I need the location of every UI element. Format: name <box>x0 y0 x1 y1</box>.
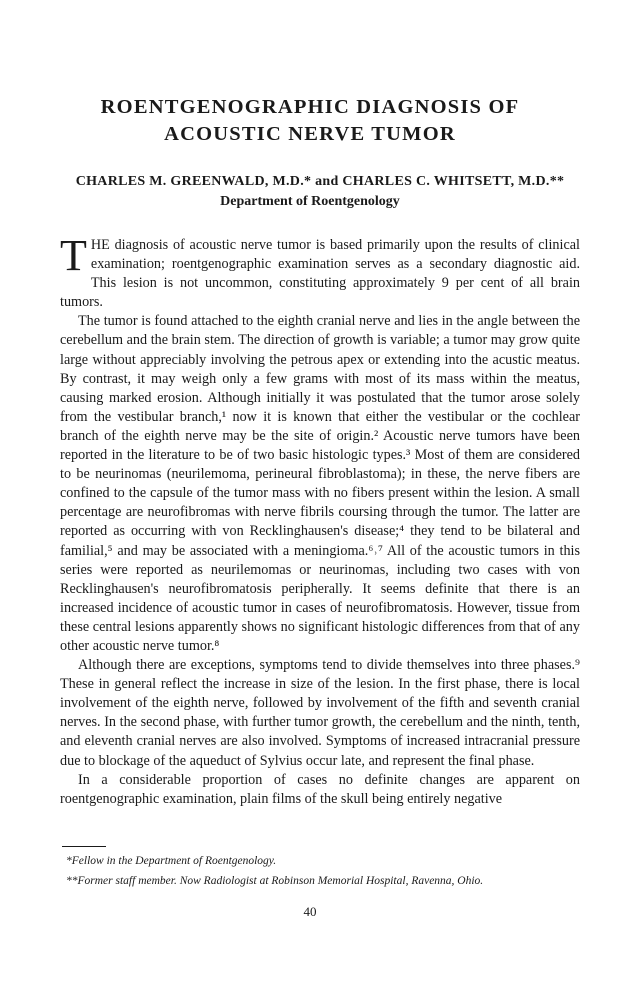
paragraph-2: The tumor is found attached to the eighth cranial nerve and lies in the angle between the cerebellum and the brain stem. The direction of growth is variable; a tumor may grow quite large without appreciably involving the petrous apex or extending into the acustic meatus. By contrast, it may weigh only a few grams with most of its mass within the meatus, causing marked erosion. Although initially it was postulated that the tumor arose solely from the vestibular branch,¹ now it is known that either the vestibular or the cochlear branch of the eighth nerve may be the site of origin.² Acoustic nerve tumors have been reported in the literature to be of two basic histologic types.³ Most of them are considered to be neurinomas (neurilemoma, perineural fibroblastoma); in these, the nerve fibers are confined to the capsule of the tumor mass with no fibers present within the lesion. A small percentage are neurofibromas with nerve fibrils coursing through the tumor. The latter are reported as occurring with von Recklinghausen's disease;⁴ they tend to be bilateral and familial,⁵ and may be associated with a meningioma.⁶˒⁷ All of the acoustic tumors in this series were reported as neurilemomas or neurinomas, including two cases with von Recklinghausen's neurofibromatosis peripherally. It seems definite that there is an increased incidence of acoustic tumor in cases of neurofibromatosis. However, tissue from these central lesions apparently shows no significant histologic differences from that of any other acoustic nerve tumor.⁸ <box>60 313 580 654</box>
article-title <box>0 94 620 148</box>
paragraph-4: In a considerable proportion of cases no definite changes are apparent on roentgenographic examination, plain films of the skull being entirely negative <box>60 771 580 807</box>
author-line: CHARLES M. GREENWALD, M.D.* and CHARLES C. WHITSETT, M.D.** <box>75 174 565 189</box>
title-line-2: ACOUSTIC NERVE TUMOR <box>164 123 456 145</box>
footnote-divider <box>62 846 106 847</box>
paragraph-1-text: HE diagnosis of acoustic nerve tumor is based primarily upon the results of clinical examination; roentgenographic examination serves as a secondary diagnostic aid. This lesion is not uncommon, constituting approximately 9 per cent of all brain tumors. <box>60 237 580 311</box>
footnote-1: *Fellow in the Department of Roentgenology. <box>66 855 277 867</box>
footnotes <box>66 851 586 891</box>
paragraph-1 <box>60 231 580 312</box>
footnote-2: **Former staff member. Now Radiologist at Robinson Memorial Hospital, Ravenna, Ohio. <box>66 875 484 887</box>
page-number: 40 <box>303 904 317 919</box>
department-line: Department of Roentgenology <box>220 194 400 209</box>
title-line-1: ROENTGENOGRAPHIC DIAGNOSIS OF <box>100 96 520 118</box>
paragraph-3: Although there are exceptions, symptoms tend to divide themselves into three phases.⁹ These in general reflect the increase in size of the lesion. In the first phase, there is local involvement of the eighth nerve, followed by involvement of the fifth and seventh cranial nerves. In the second phase, with further tumor growth, the cerebellum and the ninth, tenth, and eleventh cranial nerves are also involved. Symptoms of increased intracranial pressure due to blockage of the aqueduct of Sylvius occur late, and represent the final phase. <box>60 657 580 769</box>
article-body <box>60 231 580 809</box>
drop-cap: T <box>60 231 87 280</box>
